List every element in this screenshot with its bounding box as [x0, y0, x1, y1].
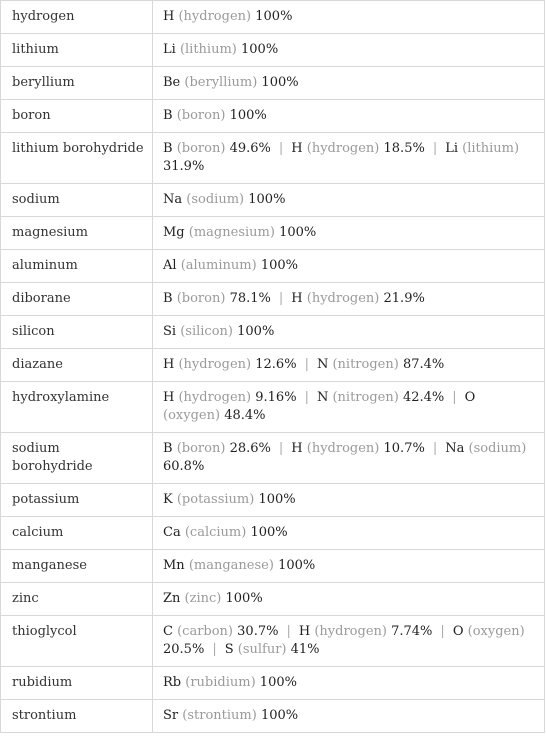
element-name: (sodium) [468, 441, 527, 456]
element-fraction [163, 441, 271, 456]
element-symbol: K [163, 492, 173, 507]
mass-percent: 41% [290, 642, 320, 657]
element-name: (boron) [176, 141, 226, 156]
separator: | [432, 141, 438, 156]
element-name: (nitrogen) [332, 390, 399, 405]
mass-percent: 10.7% [383, 441, 425, 456]
element-name: (zinc) [184, 591, 222, 606]
mass-percent: 9.16% [255, 390, 297, 405]
substance-name: zinc [1, 583, 153, 616]
element-name: (hydrogen) [178, 9, 252, 24]
element-name: (hydrogen) [306, 291, 380, 306]
table-row [1, 184, 545, 217]
table-row [1, 100, 545, 133]
element-symbol: N [316, 357, 329, 372]
element-symbol: S [224, 642, 234, 657]
element-symbol: O [464, 390, 476, 405]
element-name: (boron) [176, 108, 226, 123]
table-row [1, 349, 545, 382]
element-fraction [163, 591, 263, 606]
element-symbol: Na [163, 192, 183, 207]
substance-name: lithium borohydride [1, 133, 153, 184]
mass-percent: 100% [258, 492, 296, 507]
element-symbol: B [163, 141, 173, 156]
composition-cell [153, 583, 545, 616]
element-symbol: B [163, 108, 173, 123]
element-name: (oxygen) [163, 408, 221, 423]
mass-percent: 28.6% [229, 441, 271, 456]
element-fraction [317, 390, 444, 405]
substance-name: manganese [1, 550, 153, 583]
mass-percent: 100% [259, 675, 297, 690]
mass-percent: 100% [255, 9, 293, 24]
element-symbol: N [316, 390, 329, 405]
element-symbol: H [291, 441, 303, 456]
element-name: (hydrogen) [314, 624, 387, 639]
mass-percent: 20.5% [163, 642, 205, 657]
element-symbol: H [163, 390, 175, 405]
mass-percent: 100% [260, 258, 298, 273]
element-name: (oxygen) [467, 624, 525, 639]
element-fraction [163, 291, 271, 306]
substance-name: lithium [1, 34, 153, 67]
table-row [1, 616, 545, 667]
table-row [1, 517, 545, 550]
mass-percent: 100% [225, 591, 263, 606]
element-symbol: B [163, 441, 173, 456]
mass-percent: 30.7% [237, 624, 279, 639]
element-fraction [163, 324, 274, 339]
composition-cell [153, 1, 545, 34]
element-name: (nitrogen) [332, 357, 399, 372]
element-name: (lithium) [462, 141, 520, 156]
element-name: (rubidium) [185, 675, 256, 690]
substance-name: beryllium [1, 67, 153, 100]
table-row [1, 67, 545, 100]
element-symbol: Si [163, 324, 177, 339]
separator: | [452, 390, 457, 405]
element-fraction [163, 108, 267, 123]
mass-percent: 78.1% [229, 291, 271, 306]
element-symbol: H [298, 624, 311, 639]
separator: | [278, 141, 284, 156]
element-symbol: Na [445, 441, 465, 456]
substance-name: aluminum [1, 250, 153, 283]
composition-cell [153, 700, 545, 733]
mass-percent: 100% [261, 75, 299, 90]
element-name: (boron) [176, 441, 226, 456]
element-fraction [163, 225, 316, 240]
element-fraction [163, 141, 271, 156]
substance-name: strontium [1, 700, 153, 733]
element-symbol: H [163, 357, 175, 372]
separator: | [304, 357, 309, 372]
element-symbol: C [163, 624, 173, 639]
element-fraction [163, 525, 288, 540]
mass-percent: 100% [229, 108, 267, 123]
mass-percent: 100% [237, 324, 275, 339]
element-fraction [163, 492, 296, 507]
element-symbol: Li [163, 42, 176, 57]
table-row [1, 484, 545, 517]
element-fraction [291, 291, 425, 306]
substance-name: silicon [1, 316, 153, 349]
composition-cell [153, 283, 545, 316]
table-row [1, 583, 545, 616]
mass-percent: 87.4% [402, 357, 445, 372]
separator: | [432, 441, 438, 456]
element-symbol: B [163, 291, 173, 306]
mass-percent: 49.6% [229, 141, 271, 156]
element-name: (manganese) [188, 558, 274, 573]
substance-name: diazane [1, 349, 153, 382]
mass-percent: 100% [278, 558, 316, 573]
table-row [1, 433, 545, 484]
mass-percent: 42.4% [402, 390, 445, 405]
element-name: (strontium) [182, 708, 257, 723]
composition-cell [153, 133, 545, 184]
table-row [1, 34, 545, 67]
element-name: (hydrogen) [178, 390, 252, 405]
mass-percent: 7.74% [391, 624, 433, 639]
composition-cell [153, 250, 545, 283]
substance-name: sodium borohydride [1, 433, 153, 484]
element-fraction [225, 642, 320, 657]
composition-cell [153, 433, 545, 484]
element-fraction [163, 42, 278, 57]
composition-cell [153, 67, 545, 100]
element-fraction [291, 141, 425, 156]
substance-name: calcium [1, 517, 153, 550]
table-row [1, 667, 545, 700]
composition-cell [153, 184, 545, 217]
composition-table-body [1, 1, 545, 733]
element-symbol: H [291, 141, 303, 156]
mass-percent: 21.9% [383, 291, 425, 306]
separator: | [304, 390, 309, 405]
mass-percent: 100% [260, 708, 299, 723]
separator: | [278, 441, 284, 456]
substance-name: potassium [1, 484, 153, 517]
element-symbol: Ca [163, 525, 181, 540]
composition-cell [153, 517, 545, 550]
element-name: (carbon) [177, 624, 234, 639]
element-name: (calcium) [184, 525, 247, 540]
element-fraction [163, 357, 297, 372]
substance-name: hydroxylamine [1, 382, 153, 433]
table-row [1, 1, 545, 34]
element-name: (beryllium) [184, 75, 258, 90]
composition-cell [153, 34, 545, 67]
element-symbol: Al [163, 258, 177, 273]
element-name: (boron) [176, 291, 226, 306]
element-symbol: Rb [163, 675, 182, 690]
substance-name: thioglycol [1, 616, 153, 667]
substance-name: magnesium [1, 217, 153, 250]
element-name: (lithium) [179, 42, 237, 57]
element-fraction [163, 192, 285, 207]
element-fraction [163, 258, 298, 273]
composition-cell [153, 616, 545, 667]
composition-cell [153, 667, 545, 700]
composition-cell [153, 349, 545, 382]
mass-percent: 31.9% [163, 159, 205, 174]
table-row [1, 382, 545, 433]
composition-cell [153, 100, 545, 133]
composition-cell [153, 217, 545, 250]
mass-percent: 100% [250, 525, 288, 540]
separator: | [286, 624, 291, 639]
element-fraction [163, 558, 315, 573]
element-symbol: O [452, 624, 464, 639]
composition-cell [153, 484, 545, 517]
element-symbol: Zn [163, 591, 181, 606]
element-name: (hydrogen) [306, 141, 380, 156]
element-fraction [291, 441, 425, 456]
separator: | [212, 642, 217, 657]
element-fraction [163, 9, 292, 24]
element-symbol: Be [163, 75, 181, 90]
table-row [1, 250, 545, 283]
element-fraction [163, 390, 297, 405]
element-fraction [163, 708, 298, 723]
table-row [1, 550, 545, 583]
table-row [1, 316, 545, 349]
element-name: (silicon) [180, 324, 233, 339]
mass-percent: 12.6% [255, 357, 297, 372]
element-symbol: H [291, 291, 303, 306]
table-row [1, 133, 545, 184]
substance-name: sodium [1, 184, 153, 217]
substance-name: diborane [1, 283, 153, 316]
element-symbol: Mn [163, 558, 185, 573]
mass-percent: 18.5% [383, 141, 425, 156]
table-row [1, 217, 545, 250]
table-row [1, 283, 545, 316]
element-name: (magnesium) [188, 225, 275, 240]
composition-cell [153, 382, 545, 433]
element-name: (sulfur) [237, 642, 287, 657]
composition-cell [153, 550, 545, 583]
element-fraction [163, 624, 278, 639]
element-name: (potassium) [176, 492, 255, 507]
mass-percent: 48.4% [224, 408, 266, 423]
separator: | [440, 624, 445, 639]
mass-percent: 100% [241, 42, 279, 57]
mass-percent: 60.8% [163, 459, 205, 474]
mass-percent: 100% [279, 225, 317, 240]
composition-cell [153, 316, 545, 349]
element-symbol: H [163, 9, 175, 24]
substance-name: rubidium [1, 667, 153, 700]
element-fraction [317, 357, 444, 372]
element-symbol: Mg [163, 225, 185, 240]
mass-percent: 100% [248, 192, 286, 207]
element-name: (aluminum) [180, 258, 257, 273]
element-name: (hydrogen) [306, 441, 380, 456]
element-fraction [299, 624, 433, 639]
element-fraction [163, 75, 299, 90]
table-row [1, 700, 545, 733]
element-fraction [163, 675, 297, 690]
element-name: (sodium) [186, 192, 245, 207]
element-symbol: Sr [163, 708, 179, 723]
element-name: (hydrogen) [178, 357, 252, 372]
separator: | [278, 291, 284, 306]
substance-name: boron [1, 100, 153, 133]
substance-name: hydrogen [1, 1, 153, 34]
element-symbol: Li [445, 141, 459, 156]
